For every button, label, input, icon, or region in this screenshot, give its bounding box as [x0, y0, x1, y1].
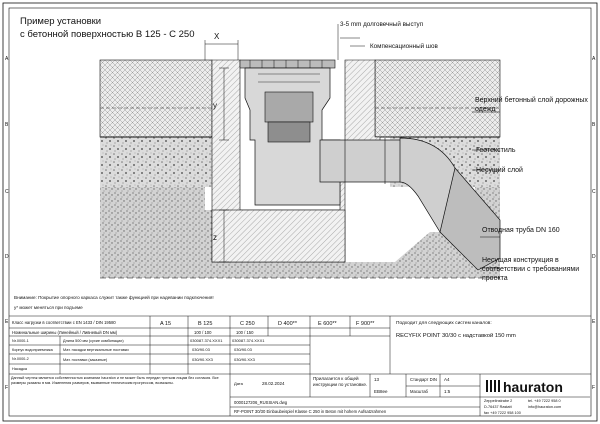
- row4-value-b125: 030/90.03: [192, 347, 210, 352]
- row-description-3: Мат. поставки (заказные): [63, 358, 108, 362]
- label-protrusion: 3-5 mm долговечный выступ: [340, 21, 424, 28]
- class-e600: E 600**: [318, 321, 337, 327]
- hauraton-logo: [486, 379, 563, 395]
- drawing-title-de: RF-POINT 30/30 Einbaubeispiel Klasse C 250 in Beton mit hohem Aufsatzrahmen: [234, 409, 387, 414]
- border-letter-left: B: [5, 122, 9, 128]
- row5-value-b125: 030/90.XX3: [192, 357, 213, 362]
- border-letter-left: D: [5, 254, 9, 260]
- note-line2: у* может меняться при подъеме: [14, 305, 83, 310]
- date-value: 28.02.2024: [262, 381, 285, 386]
- label-load-structure: Несущая конструкция в соответствии с требованиями проекта: [482, 257, 580, 282]
- border-letter-right: B: [592, 122, 596, 128]
- format-code: EB8ee: [374, 389, 388, 394]
- drawing-title-line2: с бетонной поверхностью В 125 - С 250: [20, 29, 195, 40]
- border-letter-right: E: [592, 319, 596, 325]
- drawing-code: 0000127206_RUSSIAN.dwg: [234, 400, 288, 405]
- label-compensation-joint: Компенсационный шов: [370, 43, 438, 50]
- border-letter-right: D: [592, 254, 596, 260]
- class-d400: D 400**: [278, 321, 297, 327]
- label-upper-concrete: Верхний бетонный слой дорожных одежд: [475, 97, 588, 113]
- class-b125: B 125: [198, 321, 213, 327]
- sediment-bucket: [268, 122, 310, 142]
- row2-label: Номинальные ширины (Линейный / Ливневый DN мм): [12, 330, 118, 335]
- outlet-pipe-horizontal: [320, 140, 405, 182]
- row3-value-b125: 030087.374.XXX1: [190, 338, 223, 343]
- concrete-slab-left: [100, 60, 212, 137]
- row-description-1: Длина 500 мм (сухие комбинации): [63, 339, 124, 343]
- note-line1: Внимание: Покрытие опорного каркаса служит также функцией при надевании подключения!: [14, 295, 214, 300]
- class-f900: F 900**: [356, 321, 375, 327]
- border-letter-left: F: [5, 385, 9, 391]
- email: info@hauraton.com: [528, 405, 562, 409]
- border-letter-right: C: [592, 189, 596, 195]
- row2-value-c250: 100 / 150: [236, 330, 254, 335]
- note-center: Прилагается к общей инструкции по установке.: [313, 376, 368, 387]
- sheet-number: 13: [374, 377, 380, 382]
- scale-value: 1:5: [444, 389, 451, 394]
- class-a15: A 15: [160, 321, 172, 327]
- label-geotextile: Геотекстиль: [476, 147, 516, 154]
- border-letter-right: A: [592, 56, 596, 62]
- border-letter-left: C: [5, 189, 9, 195]
- dimension-x: X: [214, 32, 220, 41]
- installation-drawing: [100, 60, 500, 278]
- concrete-foundation: [212, 210, 345, 262]
- date-label: Дата: [234, 381, 243, 386]
- logo-bars-icon: [486, 380, 500, 392]
- format-value: A4: [444, 377, 450, 382]
- disclaimer-text: Данный чертеж является собственностью компании hauraton и не может быть передан третьим лицам без согласия. Все размеры указаны в мм. Изменения размеров, вызванные техническим прогрессом, возможны.: [11, 376, 219, 385]
- border-letter-left: E: [5, 319, 9, 325]
- border-letter-left: A: [5, 56, 9, 62]
- label-bearing-layer: Несущий слой: [476, 167, 523, 174]
- fax: fax +49 7222 958 100: [484, 411, 521, 415]
- standard-label: Стандарт DIN: [410, 377, 437, 382]
- class-c250: C 250: [240, 321, 255, 327]
- bearing-layer-left: [100, 137, 212, 187]
- address-1: Zeppelinstrabe 2: [484, 399, 513, 403]
- address-2: D-76437 Rastatt: [484, 405, 512, 409]
- scale-label: Масштаб: [410, 389, 428, 394]
- dimension-y: y: [213, 101, 217, 110]
- left-name-2: Насадка: [12, 367, 27, 371]
- suitable-label: Подходит для следующих систем каналов:: [396, 321, 492, 326]
- odour-trap: [265, 92, 313, 122]
- system-name: RECYFIX POINT 30/30 с надставкой 150 mm: [396, 333, 516, 339]
- row-description-2: Мат. насадки вертикальные поставки: [63, 348, 129, 352]
- grating-frame: [240, 60, 335, 68]
- phone: tel. +49 7222 958 0: [528, 399, 561, 403]
- row4-value-c250: 030/90.03: [234, 347, 252, 352]
- logo-text: hauraton: [503, 379, 563, 395]
- row5-value-c250: 030/90.XX3: [234, 357, 255, 362]
- label-outlet-pipe: Отводная труба DN 160: [482, 227, 560, 234]
- left-code-1: Nr.0000-1: [12, 339, 29, 343]
- drawing-title-line1: Пример установки: [20, 16, 102, 27]
- load-class-label: Класс нагрузки в соответствии с EN 1433 / DIN 19580: [12, 320, 116, 325]
- border-letter-right: F: [592, 385, 596, 391]
- row2-value-b125: 100 / 100: [194, 330, 212, 335]
- row3-value-c250: 030087.374.XXX1: [232, 338, 265, 343]
- left-code-2: Nr.0000-2: [12, 357, 29, 361]
- left-name-1: Корпус водоприемника: [12, 348, 53, 352]
- dimension-z: z: [213, 233, 217, 242]
